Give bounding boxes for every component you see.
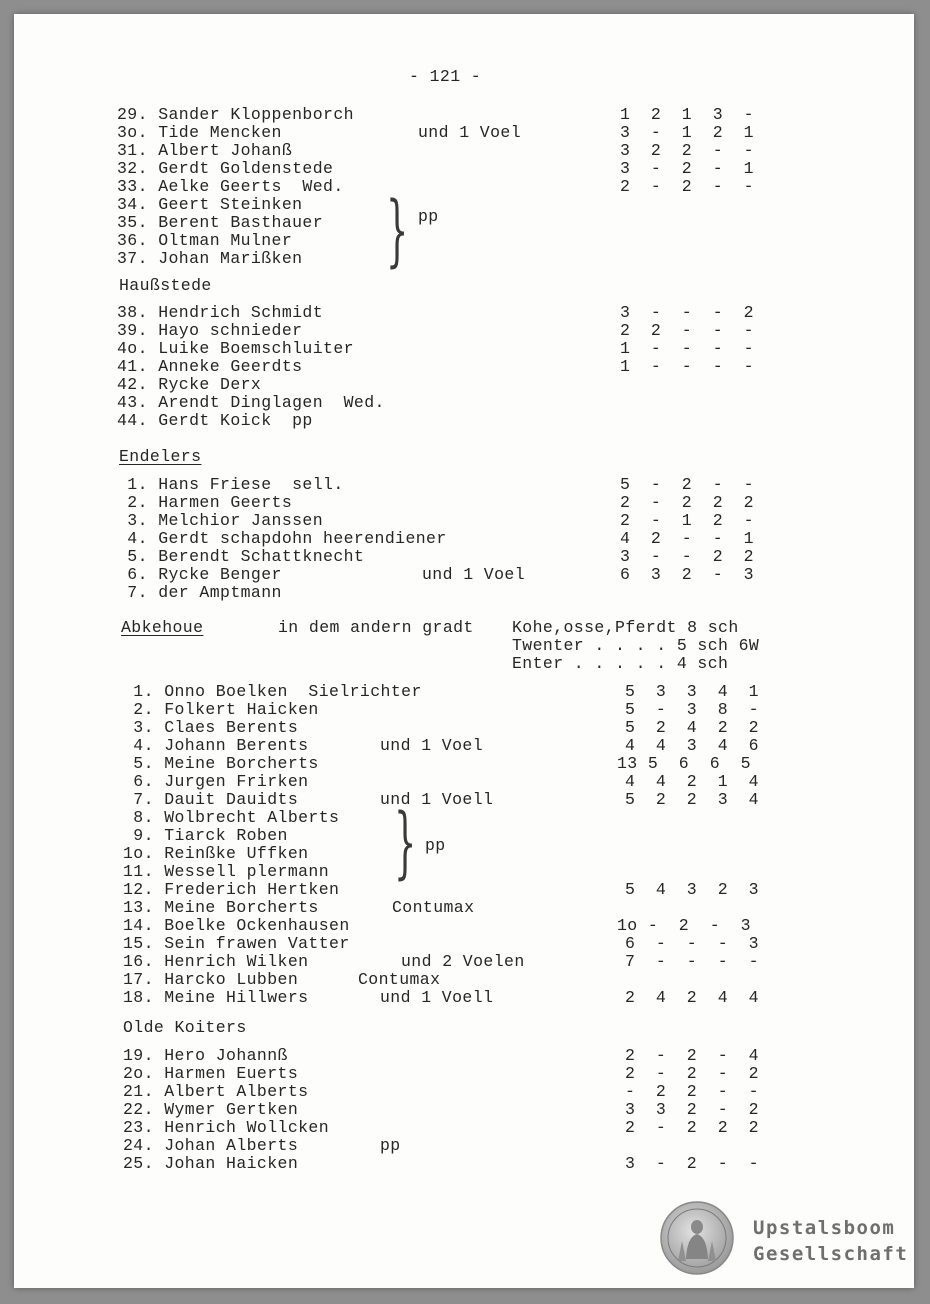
value-row: 2 4 2 4 4 (625, 988, 759, 1007)
list-item: 37. Johan Marißken (117, 249, 303, 268)
list-item: 29. Sander Kloppenborch (117, 105, 354, 124)
list-item: 1. Onno Boelken Sielrichter (123, 682, 422, 701)
list-item: 18. Meine Hillwers (123, 988, 309, 1007)
value-row: 3 - 2 - - (625, 1154, 759, 1173)
list-item: 13. Meine Borcherts (123, 898, 319, 917)
section-heading: Haußstede (119, 276, 212, 295)
list-item: 31. Albert Johanß (117, 141, 293, 160)
list-item: 7. Dauit Dauidts (123, 790, 299, 809)
value-row: 6 3 2 - 3 (620, 565, 754, 584)
list-item: 32. Gerdt Goldenstede (117, 159, 334, 178)
annotation-pp: pp (380, 1136, 401, 1155)
list-item: 5. Berendt Schattknecht (117, 547, 365, 566)
list-item: 6. Jurgen Frirken (123, 772, 309, 791)
logo-line-2: Gesellschaft (753, 1243, 909, 1265)
value-row: 2 2 - - - (620, 321, 754, 340)
seal-icon (660, 1201, 734, 1275)
value-row: 6 - - - 3 (625, 934, 759, 953)
rate-line: Twenter . . . . 5 sch 6W (512, 636, 760, 655)
list-item: 33. Aelke Geerts Wed. (117, 177, 344, 196)
list-item: 38. Hendrich Schmidt (117, 303, 324, 322)
list-item: 4. Gerdt schapdohn heerendiener (117, 529, 447, 548)
list-item: 24. Johan Alberts (123, 1136, 299, 1155)
list-item: 44. Gerdt Koick pp (117, 411, 313, 430)
value-row: 3 - 1 2 1 (620, 123, 754, 142)
annotation-contumax: Contumax (392, 898, 475, 917)
value-row: 5 3 3 4 1 (625, 682, 759, 701)
list-item: 22. Wymer Gertken (123, 1100, 299, 1119)
list-item: 39. Hayo schnieder (117, 321, 303, 340)
value-row: 5 2 2 3 4 (625, 790, 759, 809)
value-row: 5 - 2 - - (620, 475, 754, 494)
list-item: 35. Berent Basthauer (117, 213, 324, 232)
section-heading: Endelers (119, 447, 202, 466)
annotation-voel: und 1 Voell (380, 790, 494, 809)
value-row: 3 - 2 - 1 (620, 159, 754, 178)
list-item: 1. Hans Friese sell. (117, 475, 344, 494)
list-item: 12. Frederich Hertken (123, 880, 340, 899)
value-row: 1o - 2 - 3 (617, 916, 751, 935)
value-row: 2 - 2 - 4 (625, 1046, 759, 1065)
rate-line: Enter . . . . . 4 sch (512, 654, 729, 673)
annotation-contumax: Contumax (358, 970, 441, 989)
value-row: 7 - - - - (625, 952, 759, 971)
list-item: 23. Henrich Wollcken (123, 1118, 330, 1137)
value-row: 2 - 2 - 2 (625, 1064, 759, 1083)
list-item: 4. Johann Berents (123, 736, 309, 755)
section-subtitle: in dem andern gradt (278, 618, 474, 637)
list-item: 3. Melchior Janssen (117, 511, 324, 530)
value-row: 3 2 2 - - (620, 141, 754, 160)
list-item: 4o. Luike Boemschluiter (117, 339, 354, 358)
value-row: 3 3 2 - 2 (625, 1100, 759, 1119)
list-item: 5. Meine Borcherts (123, 754, 319, 773)
value-row: 3 - - 2 2 (620, 547, 754, 566)
list-item: 1o. Reinßke Uffken (123, 844, 309, 863)
list-item: 11. Wessell plermann (123, 862, 330, 881)
list-item: 21. Albert Alberts (123, 1082, 309, 1101)
list-item: 42. Rycke Derx (117, 375, 262, 394)
brace-icon: } (394, 798, 417, 888)
list-item: 3o. Tide Mencken (117, 123, 282, 142)
list-item: 41. Anneke Geerdts (117, 357, 303, 376)
list-item: 9. Tiarck Roben (123, 826, 288, 845)
brace-icon: } (386, 186, 409, 276)
value-row: 2 - 2 - - (620, 177, 754, 196)
list-item: 14. Boelke Ockenhausen (123, 916, 350, 935)
value-row: 2 - 2 2 2 (620, 493, 754, 512)
list-item: 2o. Harmen Euerts (123, 1064, 299, 1083)
list-item: 25. Johan Haicken (123, 1154, 299, 1173)
list-item: 2. Folkert Haicken (123, 700, 319, 719)
annotation-voel: und 2 Voelen (401, 952, 525, 971)
list-item: 43. Arendt Dinglagen Wed. (117, 393, 385, 412)
list-item: 15. Sein frawen Vatter (123, 934, 350, 953)
annotation-voel: und 1 Voel (418, 123, 522, 142)
annotation-voel: und 1 Voel (422, 565, 526, 584)
page-number: - 121 - (409, 67, 482, 86)
list-item: 19. Hero Johannß (123, 1046, 288, 1065)
value-row: 1 2 1 3 - (620, 105, 754, 124)
value-row: 5 2 4 2 2 (625, 718, 759, 737)
list-item: 34. Geert Steinken (117, 195, 303, 214)
annotation-pp: pp (425, 836, 446, 855)
annotation-voel: und 1 Voell (380, 988, 494, 1007)
rate-line: Kohe,osse,Pferdt 8 sch (512, 618, 739, 637)
section-heading: Abkehoue (121, 618, 204, 637)
value-row: 5 4 3 2 3 (625, 880, 759, 899)
document-page (14, 14, 914, 1288)
list-item: 17. Harcko Lubben (123, 970, 299, 989)
list-item: 36. Oltman Mulner (117, 231, 293, 250)
value-row: 3 - - - 2 (620, 303, 754, 322)
value-row: 2 - 1 2 - (620, 511, 754, 530)
list-item: 6. Rycke Benger (117, 565, 282, 584)
value-row: 4 4 3 4 6 (625, 736, 759, 755)
list-item: 8. Wolbrecht Alberts (123, 808, 340, 827)
value-row: 5 - 3 8 - (625, 700, 759, 719)
list-item: 7. der Amptmann (117, 583, 282, 602)
value-row: 1 - - - - (620, 357, 754, 376)
annotation-voel: und 1 Voel (380, 736, 484, 755)
list-item: 16. Henrich Wilken (123, 952, 309, 971)
list-item: 2. Harmen Geerts (117, 493, 293, 512)
list-item: 3. Claes Berents (123, 718, 299, 737)
section-heading: Olde Koiters (123, 1018, 247, 1037)
value-row: - 2 2 - - (625, 1082, 759, 1101)
value-row: 4 4 2 1 4 (625, 772, 759, 791)
value-row: 13 5 6 6 5 (617, 754, 751, 773)
value-row: 4 2 - - 1 (620, 529, 754, 548)
value-row: 2 - 2 2 2 (625, 1118, 759, 1137)
annotation-pp: pp (418, 207, 439, 226)
logo-line-1: Upstalsboom (753, 1217, 896, 1239)
value-row: 1 - - - - (620, 339, 754, 358)
